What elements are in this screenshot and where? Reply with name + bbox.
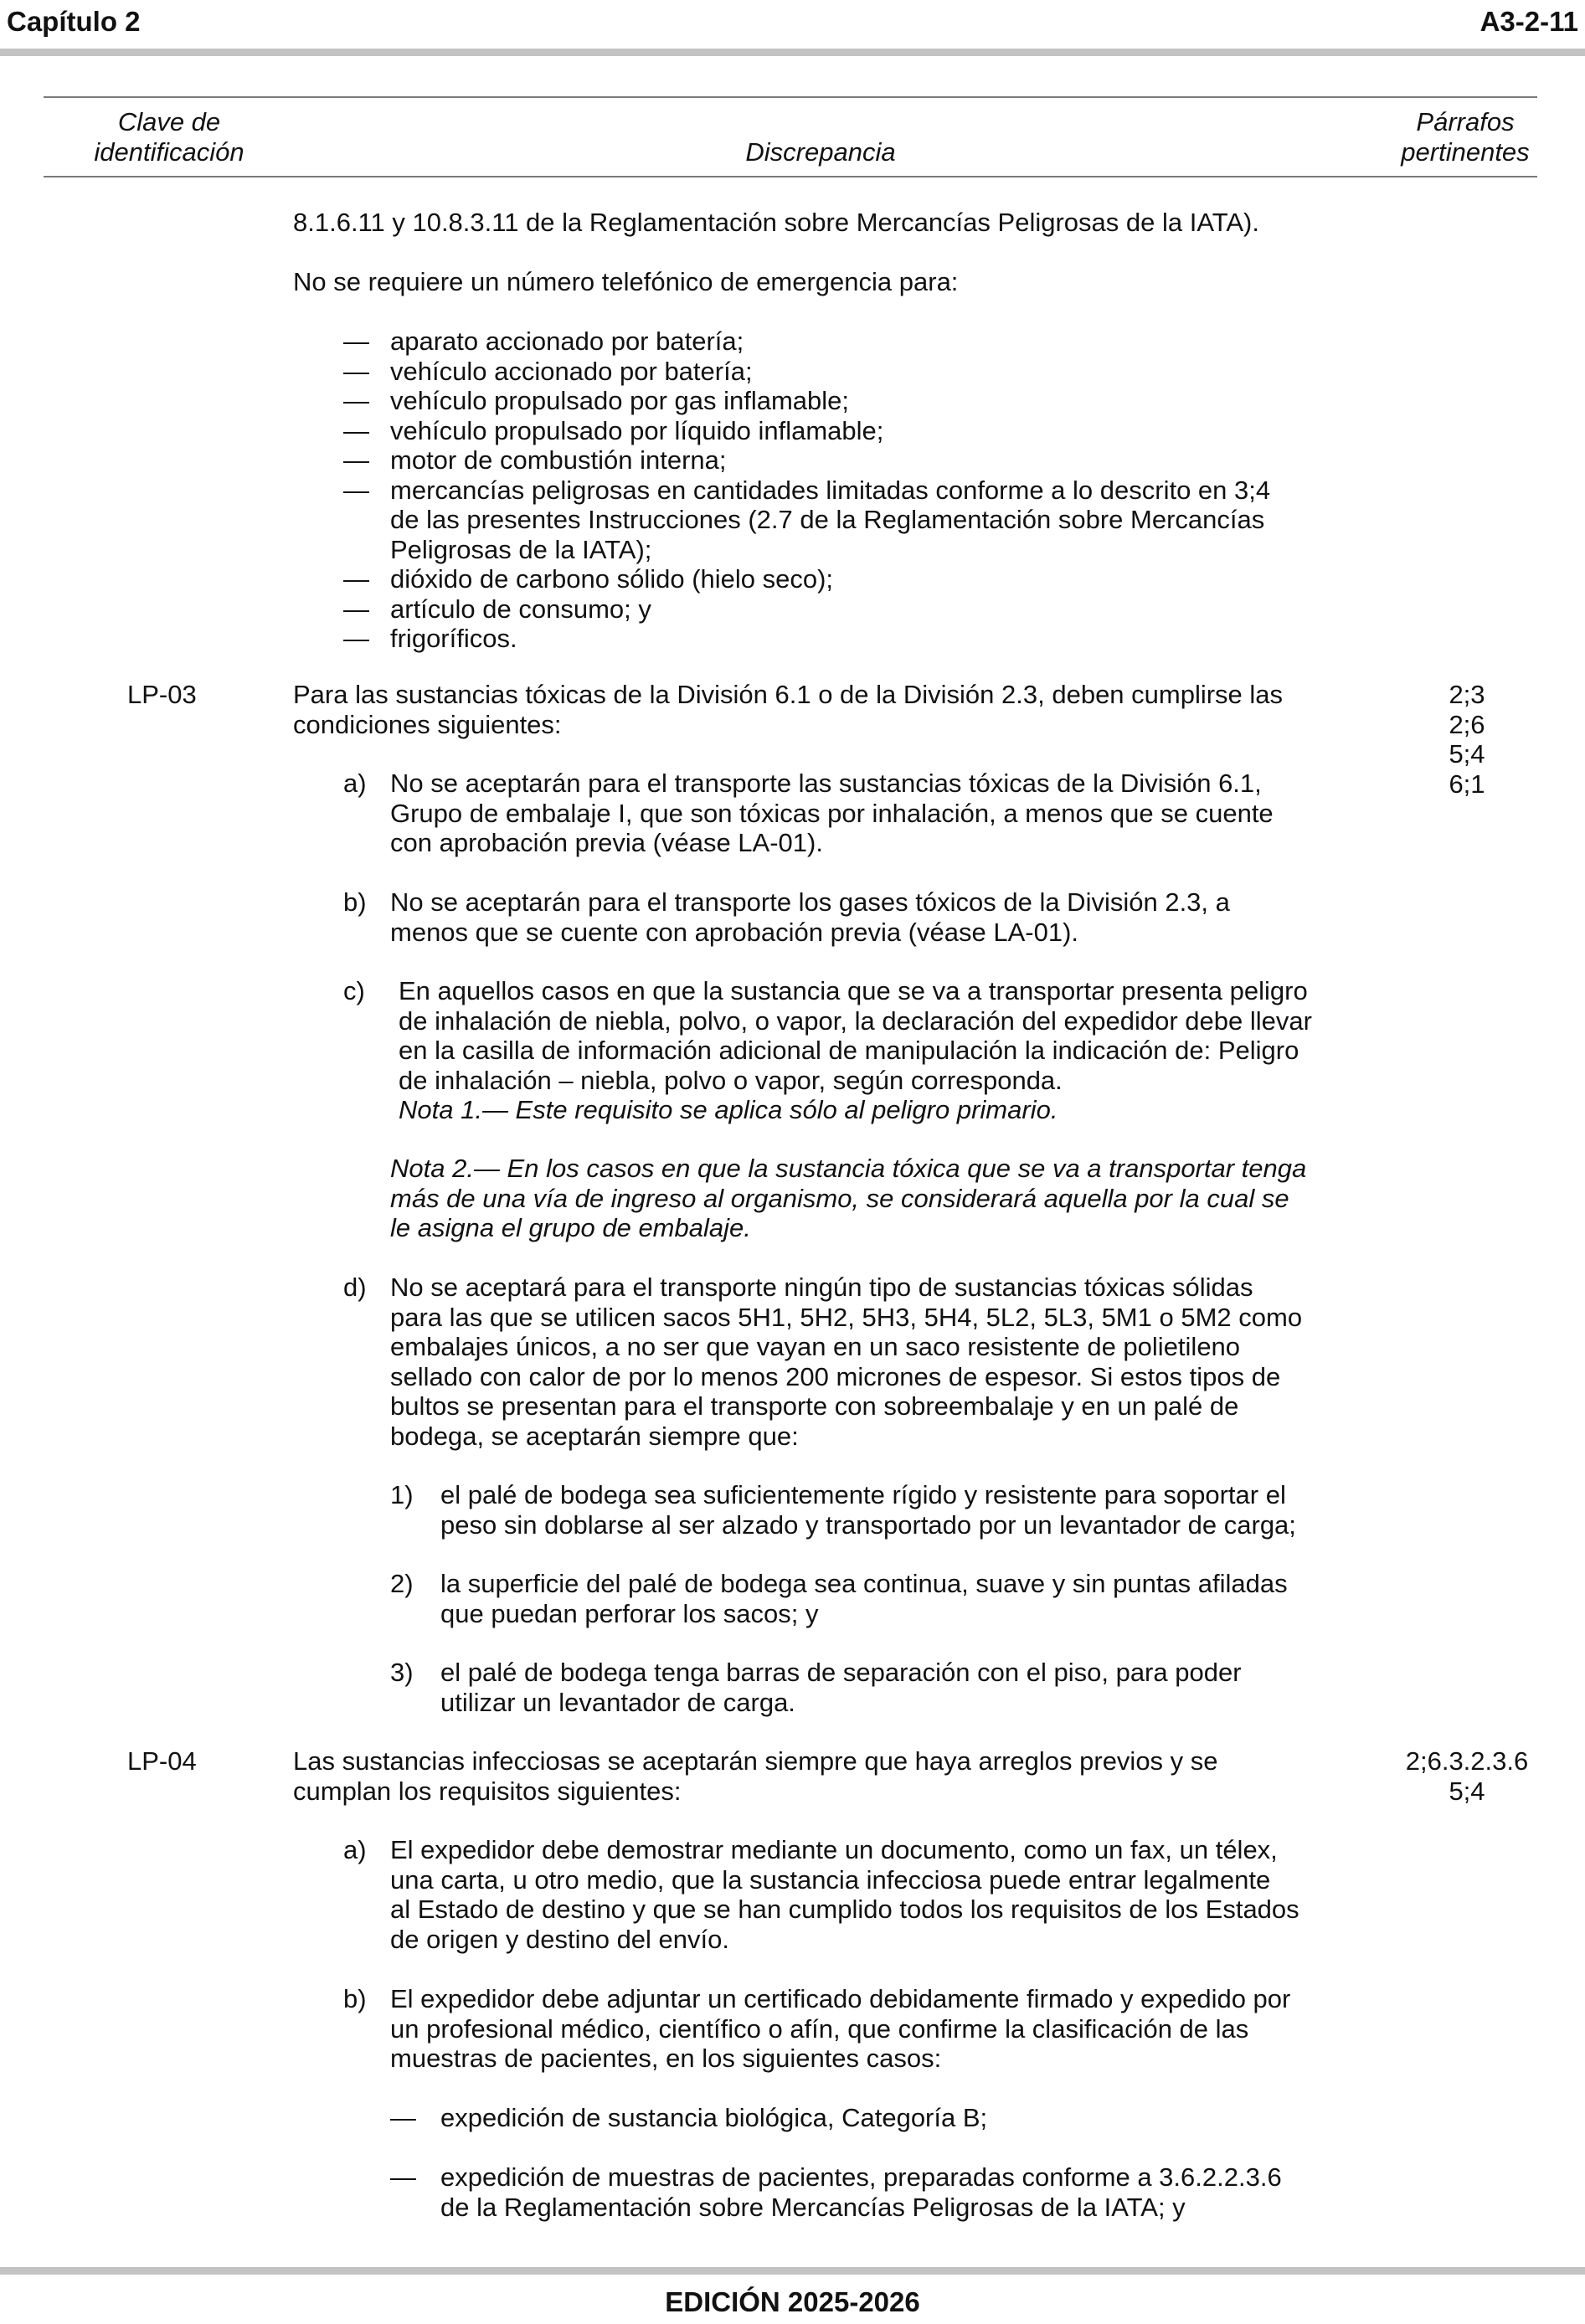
list-item: — mercancías peligrosas en cantidades limitadas conforme a lo descrito en 3;4	[343, 475, 1271, 505]
list-item: — motor de combustión interna;	[343, 445, 727, 475]
continuation-text: 8.1.6.11 y 10.8.3.11 de la Reglamentación sobre Mercancías Peligrosas de la IATA).	[293, 208, 1259, 237]
list-item-continuation: Peligrosas de la IATA);	[390, 534, 652, 564]
key-lp-03: LP-03	[127, 680, 197, 709]
column-refs-heading: Párrafos pertinentes	[1401, 107, 1530, 167]
chapter-title: Capítulo 2	[7, 6, 141, 37]
table-header-rule	[44, 176, 1537, 177]
list-item-continuation: de las presentes Instrucciones (2.7 de la Reglamentación sobre Mercancías	[390, 505, 1265, 534]
edition-footer: EDICIÓN 2025-2026	[665, 2286, 920, 2317]
header-rule	[0, 49, 1585, 56]
lp-04-refs: 2;6.3.2.3.6 5;4	[1405, 1746, 1529, 1806]
key-lp-04: LP-04	[127, 1746, 197, 1776]
list-item: — vehículo accionado por batería;	[343, 356, 753, 386]
list-item: — vehículo propulsado por gas inflamable;	[343, 386, 850, 415]
list-item: — frigoríficos.	[343, 624, 517, 653]
column-key-heading: Clave de identificación	[94, 107, 244, 167]
list-item: — artículo de consumo; y	[343, 594, 651, 624]
lp-03-refs: 2;3 2;6 5;4 6;1	[1449, 680, 1485, 799]
list-item: — dióxido de carbono sólido (hielo seco);	[343, 564, 834, 594]
lp-04-intro: Las sustancias infecciosas se aceptarán siempre que haya arreglos previos y se cumplan los requisitos siguientes:	[293, 1746, 1218, 1806]
column-discrepancy-heading: Discrepancia	[745, 137, 896, 167]
list-item: — vehículo propulsado por líquido inflamable;	[343, 415, 884, 445]
lp-03-intro: Para las sustancias tóxicas de la División 6.1 o de la División 2.3, deben cumplirse las condiciones siguientes:	[293, 680, 1284, 739]
list-item: — aparato accionado por batería;	[343, 326, 744, 356]
no-phone-text: No se requiere un número telefónico de emergencia para:	[293, 267, 959, 296]
dash-list	[343, 326, 1356, 654]
note-1: Nota 1.— Este requisito se aplica sólo al peligro primario.	[399, 1095, 1058, 1124]
footer-rule	[0, 2267, 1585, 2275]
page-number: A3-2-11	[1480, 6, 1578, 37]
table-top-rule	[44, 96, 1537, 98]
